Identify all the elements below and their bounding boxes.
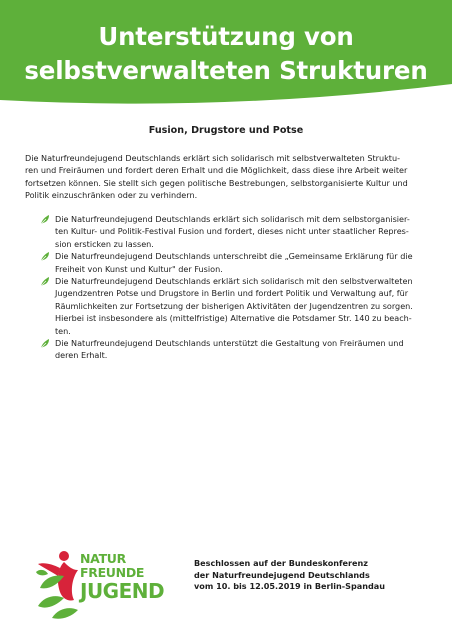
page-title-line-1: Unterstützung von: [98, 22, 354, 51]
naturfreundejugend-logo: [34, 548, 168, 622]
list-item-line: deren Erhalt.: [55, 350, 108, 361]
logo-wordmark: [80, 552, 164, 602]
resolution-note-line: Beschlossen auf der Bundeskonferenz: [194, 558, 368, 568]
intro-line: ren und Freiräumen und fordert deren Erhalt und die Möglichkeit, dass diese ihre Arbeit weiter: [25, 165, 408, 176]
list-item: [40, 250, 432, 275]
intro-paragraph: [25, 152, 429, 202]
intro-line: fortsetzen können. Sie stellt sich gegen politische Bestrebungen, selbstorganisierte Kultur und: [25, 177, 408, 188]
logo-line-2: FREUNDE: [80, 565, 145, 580]
list-item-line: ten Kultur- und Politik-Festival Fusion und fordert, dieses nicht unter staatlicher Repres-: [55, 226, 409, 237]
list-item-line: ten.: [55, 325, 71, 336]
list-item-line: Die Naturfreundejugend Deutschlands erklärt sich solidarisch mit dem selbstorganisier-: [55, 214, 410, 224]
intro-line: Die Naturfreundejugend Deutschlands erklärt sich solidarisch mit selbstverwalteten Struktu-: [25, 153, 401, 163]
list-item-line: Jugendzentren Potse und Drugstore in Berlin und fordert Politik und Verwaltung auf, für: [55, 288, 409, 299]
logo-line-1: NATUR: [80, 551, 126, 566]
leaf-icon: [40, 338, 50, 349]
list-item: [40, 213, 432, 250]
list-item: [40, 337, 432, 362]
list-item: [40, 275, 432, 337]
intro-line: Politik einzuschränken oder zu verhindern.: [25, 190, 198, 201]
leaf-icon: [40, 276, 50, 287]
leaf-icon: [40, 251, 50, 262]
list-item-line: Die Naturfreundejugend Deutschlands unterschreibt die „Gemeinsame Erklärung für die: [55, 251, 413, 262]
list-item-line: sion ersticken zu lassen.: [55, 238, 154, 249]
resolution-note: [194, 558, 434, 593]
resolution-note-line: der Naturfreundejugend Deutschlands: [194, 569, 370, 580]
list-item-line: Räumlichkeiten zur Fortsetzung der bisherigen Aktivitäten der Jugendzentren zu sorgen.: [55, 300, 413, 311]
leaf-icon: [40, 214, 50, 225]
list-item-line: Die Naturfreundejugend Deutschlands unterstützt die Gestaltung von Freiräumen und: [55, 338, 404, 349]
list-item-line: Freiheit von Kunst und Kultur" der Fusion.: [55, 263, 223, 274]
resolution-list: [40, 213, 432, 362]
section-subtitle: Fusion, Drugstore und Potse: [148, 125, 304, 136]
list-item-line: Hierbei ist insbesondere als (mittelfristige) Alternative die Potsdamer Str. 140 zu beach-: [55, 313, 412, 324]
list-item-line: Die Naturfreundejugend Deutschlands erklärt sich solidarisch mit den selbstverwalteten: [55, 276, 413, 287]
page-title: [0, 20, 452, 88]
page-title-line-2: selbstverwalteten Strukturen: [24, 56, 428, 85]
header-banner: [0, 0, 452, 106]
logo-figure-icon: [34, 548, 84, 622]
resolution-note-line: vom 10. bis 12.05.2019 in Berlin-Spandau: [194, 581, 386, 592]
logo-line-3: JUGEND: [80, 579, 165, 603]
